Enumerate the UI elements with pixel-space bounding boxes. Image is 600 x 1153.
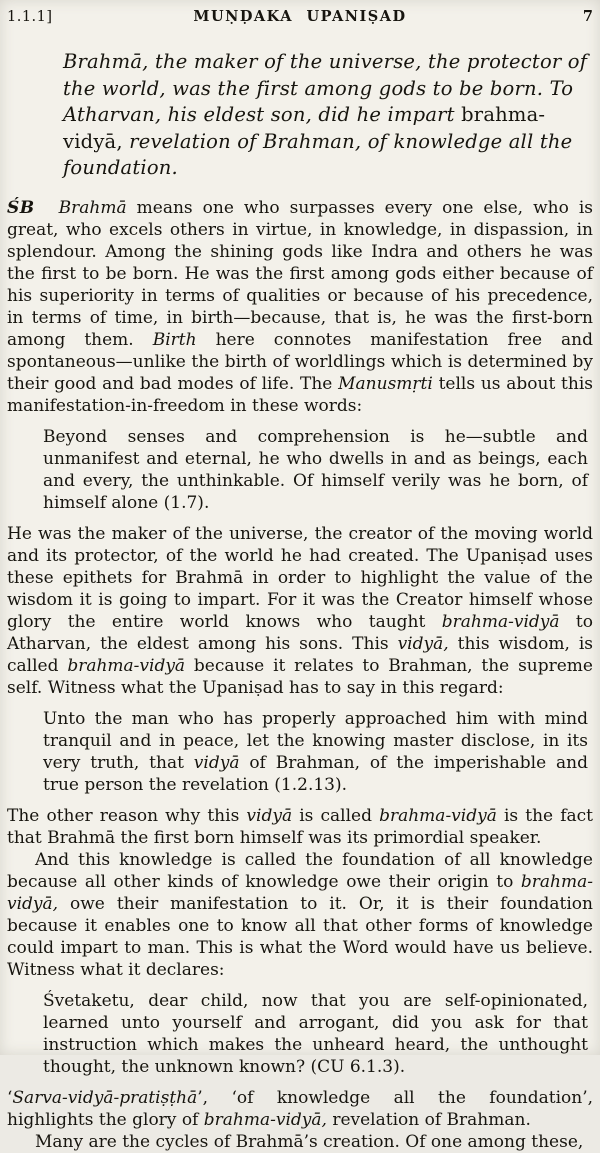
text-segment: ‘ (7, 1087, 13, 1108)
verse-text (63, 49, 591, 182)
paragraph (7, 805, 593, 849)
text-segment: because it relates to Brahman, the supreme self. Witness what the Upaniṣad has to say in this regard: (7, 655, 593, 698)
text-segment: revelation of Brahman, of knowledge all the foundation. (63, 129, 573, 179)
text-segment: Brahmā (58, 197, 127, 218)
text-segment: Many are the cycles of Brahmā’s creation. Of one among these, (35, 1131, 584, 1152)
text-segment: And this knowledge is called the foundation of all knowledge because all other kinds of knowledge owe their origin to (7, 849, 593, 892)
text-segment: Unto the man who has properly approached him with mind tranquil and in peace, let the knowing master disclose, in its very truth, that (43, 708, 588, 773)
paragraph (7, 1087, 593, 1131)
block-quote (43, 426, 588, 514)
text-segment: Manusmṛti (338, 373, 433, 394)
text-segment: vidyā, (397, 633, 449, 654)
text-segment: Sarva-vidyā-pratiṣṭhā (12, 1087, 198, 1108)
paragraph (7, 1131, 593, 1153)
paragraph (7, 523, 593, 699)
text-segment: He was the maker of the universe, the creator of the moving world and its protector, of the world he had created. The Upaniṣad uses these epithets for Brahmā in order to highlight the value of the wisdom it is going to impart. For it was the Creator himself whose glory the entire world knows who taught (7, 523, 593, 632)
text-segment: Brahmā, the maker of the universe, the protector of the world, was the first among gods to be born. To Atharvan, his eldest son, did he impart (63, 50, 588, 126)
text-segment: ’, ‘of knowledge all the foundation’, highlights the glory of (7, 1087, 593, 1130)
paragraph (7, 849, 593, 981)
text-segment: brahma-vidyā (379, 805, 497, 826)
text-segment: is called (292, 805, 380, 826)
running-title: MUṆḌAKA UPANIṢAD (193, 8, 407, 25)
text-segment: owe their manifestation to it. Or, it is their foundation because it enables one to know all that other forms of knowledge could impart to man. This is what the Word would have us believe. Witness what it declares: (7, 893, 593, 980)
text-segment: this wisdom, is called (7, 633, 593, 676)
text-segment: of Brahman, of the imperishable and true person the revelation (1.2.13). (43, 752, 588, 795)
block-quote (43, 990, 588, 1078)
text-segment: is the fact that Brahmā the first born himself was its primordial speaker. (7, 805, 593, 848)
text-segment: means one who surpasses every one else, who is great, who excels others in virtue, in knowledge, in dispassion, in splendour. Among the shining gods like Indra and others he was the first to be born. He was the first among gods either because of his superiority in terms of qualities or because of his precedence, in terms of time, in birth—because, that is, he was the first-born among them. (7, 197, 593, 350)
commentary-marker: ŚB (7, 197, 35, 218)
text-segment: Birth (152, 329, 197, 350)
text-segment: revelation of Brahman. (326, 1109, 531, 1130)
text-segment: here connotes manifestation free and spontaneous—unlike the birth of worldlings which is determined by their good and bad modes of life. The (7, 329, 593, 394)
text-segment: vidyā (193, 752, 240, 773)
text-segment: The other reason why this (7, 805, 247, 826)
block-quote (43, 708, 588, 796)
text-segment: brahma-vidyā, (7, 871, 593, 914)
page-number: 7 (582, 8, 593, 25)
text-segment: Beyond senses and comprehension is he—subtle and unmanifest and eternal, he who dwells in and as beings, each and every, the unthinkable. Of himself verily was he born, of himself alone (1.7). (43, 426, 588, 513)
text-segment: brahma-vidyā (67, 655, 186, 676)
page-body (7, 49, 593, 1153)
text-segment: brahma-vidyā, (203, 1109, 327, 1130)
text-segment: Śvetaketu, dear child, now that you are self-opinionated, learned unto yourself and arrogant, did you ask for that instruction which makes the unheard heard, the unthought thought, the unknown known? (CU 6.1.3). (43, 990, 588, 1077)
text-segment: brahma-vidyā (441, 611, 560, 632)
verse-locator: 1.1.1] (7, 9, 53, 25)
running-head (7, 8, 593, 25)
text-segment: brahma-vidyā, (63, 103, 546, 153)
commentary-paragraph (7, 197, 593, 417)
text-segment: vidyā (246, 805, 293, 826)
text-segment: tells us about this manifestation-in-freedom in these words: (7, 373, 593, 416)
text-segment: to Atharvan, the eldest among his sons. This (7, 611, 593, 654)
